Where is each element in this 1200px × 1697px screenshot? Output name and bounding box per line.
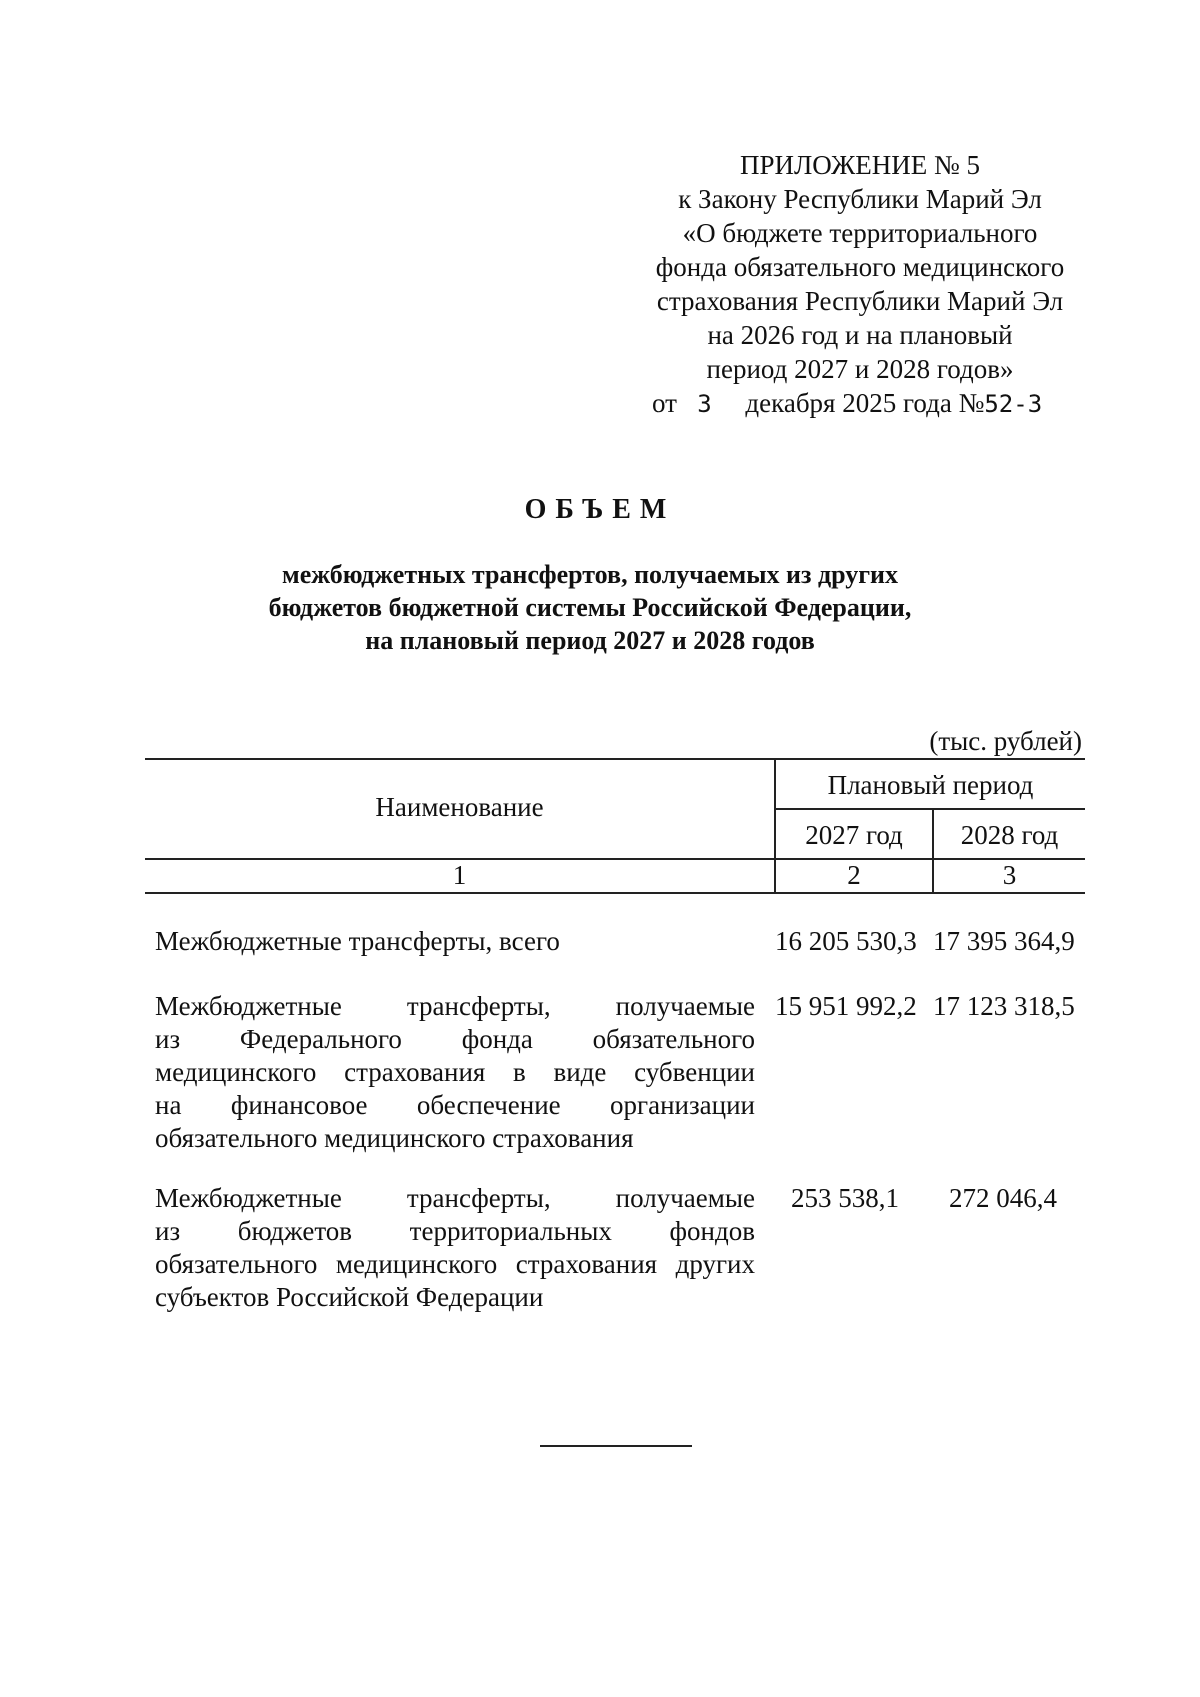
row-name-line: обязательного медицинского страхования: [155, 1123, 634, 1153]
header-year-2028: 2028 год: [960, 820, 1059, 850]
row-name-line: субъектов Российской Федерации: [155, 1282, 544, 1312]
row-name-line: Межбюджетные трансферты, получаемые: [155, 1183, 755, 1213]
appendix-line: к Закону Республики Марий Эл: [678, 184, 1042, 214]
date-day: 3: [697, 390, 712, 418]
row-value-2028: 17 123 318,5: [933, 991, 1075, 1021]
appendix-line: на 2026 год и на плановый: [707, 320, 1013, 350]
row-name-line: медицинского страхования в виде субвенции: [155, 1057, 755, 1087]
row-name-line: Межбюджетные трансферты, получаемые: [155, 991, 755, 1021]
row-value-2028: 272 046,4: [949, 1183, 1057, 1213]
appendix-line: страхования Республики Марий Эл: [656, 286, 1064, 316]
appendix-line: период 2027 и 2028 годов»: [706, 354, 1014, 384]
date-prefix: от: [652, 388, 677, 418]
header-year-2027: 2027 год: [805, 820, 903, 850]
header-name: Наименование: [375, 792, 544, 822]
law-number: 52-З: [984, 390, 1043, 418]
date-text: декабря 2025 года №: [745, 388, 985, 418]
appendix-line: фонда обязательного медицинского: [655, 252, 1065, 282]
row-value-2027: 15 951 992,2: [775, 991, 917, 1021]
row-value-2027: 16 205 530,3: [775, 926, 917, 956]
subtitle-line: бюджетов бюджетной системы Российской Федерации,: [268, 593, 912, 622]
row-value-2027: 253 538,1: [791, 1183, 899, 1213]
header-period: Плановый период: [827, 770, 1034, 800]
row-name-line: из Федерального фонда обязательного: [155, 1024, 755, 1054]
column-number-1: 1: [452, 860, 467, 890]
column-number-3: 3: [1002, 860, 1017, 890]
appendix-line: «О бюджете территориального: [682, 218, 1038, 248]
row-name: [155, 925, 755, 958]
column-number-2: 2: [847, 860, 861, 890]
appendix-number: ПРИЛОЖЕНИЕ № 5: [739, 150, 981, 180]
subtitle-line: межбюджетных трансфертов, получаемых из других: [281, 560, 898, 589]
numbering-bottom-rule: [145, 892, 1085, 894]
row-name-line: обязательного медицинского страхования других: [155, 1249, 755, 1279]
subtitle-line: на плановый период 2027 и 2028 годов: [365, 626, 815, 655]
row-name-line: на финансовое обеспечение организации: [155, 1090, 755, 1120]
end-of-document-rule: [540, 1445, 692, 1447]
row-name-line: из бюджетов территориальных фондов: [155, 1216, 755, 1246]
document-title: ОБЪЕМ: [524, 494, 676, 525]
table-top-rule: [145, 758, 1085, 760]
units-label: (тыс. рублей): [929, 726, 1082, 756]
document-subtitle: [160, 558, 1020, 657]
law-date-line: [640, 386, 1080, 421]
row-value-2028: 17 395 364,9: [933, 926, 1075, 956]
row-name-line: Межбюджетные трансферты, всего: [155, 926, 560, 956]
row-name: [155, 1182, 755, 1314]
row-name: [155, 990, 755, 1155]
period-rule: [775, 808, 1085, 810]
appendix-header: [640, 148, 1080, 421]
